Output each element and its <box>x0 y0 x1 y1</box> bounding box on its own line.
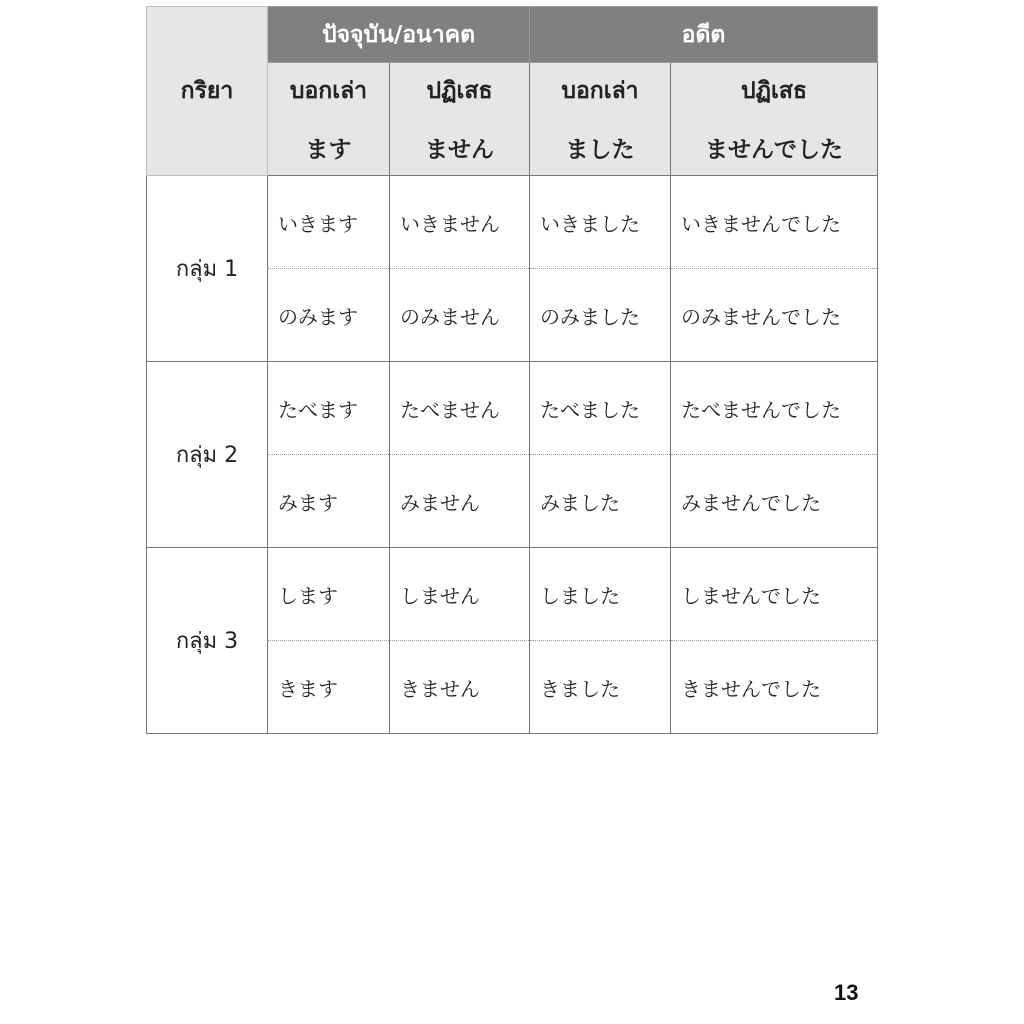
verb-form-cell: たべませんでした <box>671 362 878 455</box>
verb-form-cell: みました <box>530 455 671 548</box>
verb-form-cell: のみました <box>530 269 671 362</box>
verb-form-cell: します <box>268 548 390 641</box>
verb-form-cell: たべません <box>390 362 530 455</box>
present-future-header: ปัจจุบัน/อนาคต <box>268 7 530 63</box>
past-header: อดีต <box>530 7 878 63</box>
table-row <box>147 176 878 269</box>
group-label: กลุ่ม 1 <box>147 176 268 362</box>
verb-form-cell: のみませんでした <box>671 269 878 362</box>
verb-header: กริยา <box>147 7 268 176</box>
verb-form-cell: いきませんでした <box>671 176 878 269</box>
sub-header-thai: บอกเล่า <box>268 63 390 120</box>
verb-form-cell: しました <box>530 548 671 641</box>
verb-form-cell: きます <box>268 641 390 734</box>
group-label: กลุ่ม 3 <box>147 548 268 734</box>
page-number: 13 <box>834 980 859 1005</box>
verb-form-cell: のみません <box>390 269 530 362</box>
verb-form-cell: みます <box>268 455 390 548</box>
verb-form-cell: きませんでした <box>671 641 878 734</box>
sub-header-thai: ปฏิเสธ <box>671 63 878 120</box>
group-label: กลุ่ม 2 <box>147 362 268 548</box>
sub-header-thai: บอกเล่า <box>530 63 671 120</box>
table-row <box>147 362 878 455</box>
sub-header-jp: ませんでした <box>671 119 878 176</box>
verb-form-cell: のみます <box>268 269 390 362</box>
conjugation-table <box>146 6 878 734</box>
sub-header-thai: ปฏิเสธ <box>390 63 530 120</box>
verb-form-cell: きました <box>530 641 671 734</box>
table-row <box>147 548 878 641</box>
verb-form-cell: たべました <box>530 362 671 455</box>
verb-form-cell: みませんでした <box>671 455 878 548</box>
sub-header-jp: ます <box>268 119 390 176</box>
verb-form-cell: たべます <box>268 362 390 455</box>
verb-form-cell: みません <box>390 455 530 548</box>
sub-header-jp: ません <box>390 119 530 176</box>
verb-form-cell: いきません <box>390 176 530 269</box>
sub-header-jp: ました <box>530 119 671 176</box>
verb-form-cell: しませんでした <box>671 548 878 641</box>
verb-form-cell: いきます <box>268 176 390 269</box>
verb-form-cell: きません <box>390 641 530 734</box>
verb-form-cell: しません <box>390 548 530 641</box>
verb-form-cell: いきました <box>530 176 671 269</box>
